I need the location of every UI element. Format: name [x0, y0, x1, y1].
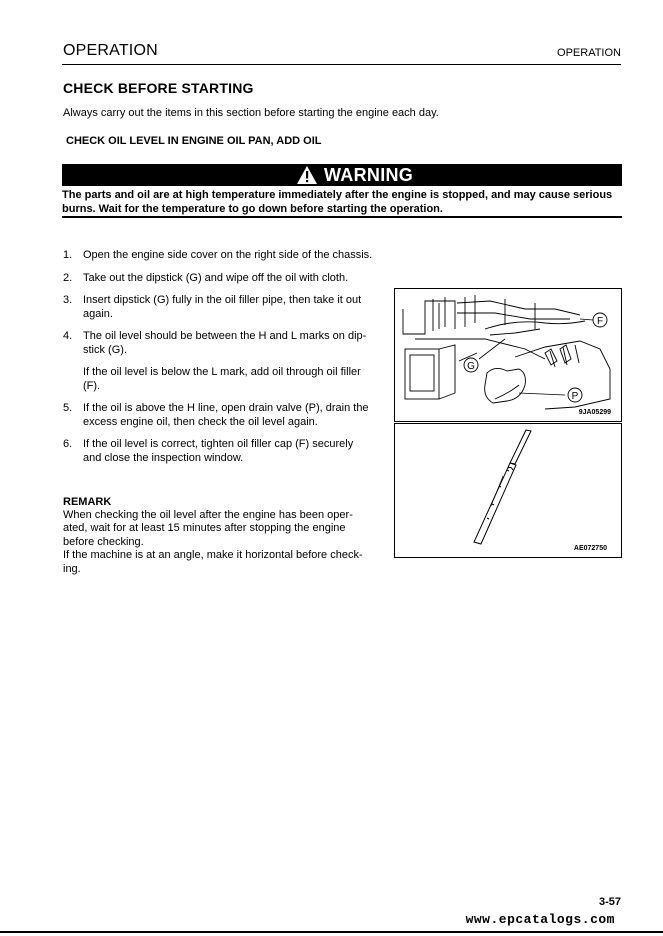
warning-icon	[296, 165, 318, 185]
header-running-title: OPERATION	[557, 47, 621, 59]
callout-p	[568, 388, 582, 402]
figure-code: AE072750	[573, 545, 607, 552]
website-url: www.epcatalogs.com	[465, 912, 615, 927]
bottom-border	[0, 931, 663, 933]
figure-code: 9JA05299	[578, 409, 611, 416]
warning-banner	[62, 164, 622, 186]
intro-text: Always carry out the items in this section before starting the engine each day.	[63, 107, 439, 119]
warning-label: WARNING	[324, 165, 414, 185]
engine-compartment-figure	[394, 288, 622, 422]
dipstick-illustration	[395, 424, 621, 557]
warning-text: The parts and oil are at high temperature immediately after the engine is stopped, and may cause serious burns. Wait for the temperature to go down before starting the operation.	[62, 189, 613, 215]
header-section-title: OPERATION	[63, 42, 158, 59]
step-item: 2. Take out the dipstick (G) and wipe off the oil with cloth.	[63, 271, 349, 284]
page-title: CHECK BEFORE STARTING	[63, 80, 254, 96]
dipstick-figure	[394, 423, 622, 558]
step-item: 5. If the oil is above the H line, open drain valve (P), drain the excess engine oil, then check the oil level again.	[63, 402, 369, 428]
procedure-steps	[63, 249, 373, 474]
step-item: 3. Insert dipstick (G) fully in the oil filler pipe, then take it out again.	[63, 294, 362, 320]
header-divider	[62, 64, 621, 65]
step-item: 1. Open the engine side cover on the right side of the chassis.	[63, 249, 373, 261]
remark-text: When checking the oil level after the engine has been oper- ated, wait for at least 15 minutes after stopping the engine before checking. If the machine is at an angle, make it horizontal before check- ing.	[63, 509, 363, 575]
subheading: CHECK OIL LEVEL IN ENGINE OIL PAN, ADD OIL	[66, 135, 322, 147]
svg-text:P: P	[571, 391, 579, 402]
remark-heading: REMARK	[63, 496, 112, 508]
callout-f	[593, 313, 607, 327]
warning-divider	[62, 216, 622, 218]
step-item: 6. If the oil level is correct, tighten oil filler cap (F) securely and close the inspection window.	[63, 438, 354, 464]
callout-g	[464, 358, 478, 372]
engine-illustration	[395, 289, 621, 421]
step-item: 4. The oil level should be between the H and L marks on dip-stick (G). If the oil level is below the L mark, add oil through oil filler (F).	[63, 330, 367, 392]
page-number: 3-57	[598, 896, 621, 908]
svg-text:F: F	[596, 316, 604, 327]
svg-text:G: G	[467, 361, 475, 372]
